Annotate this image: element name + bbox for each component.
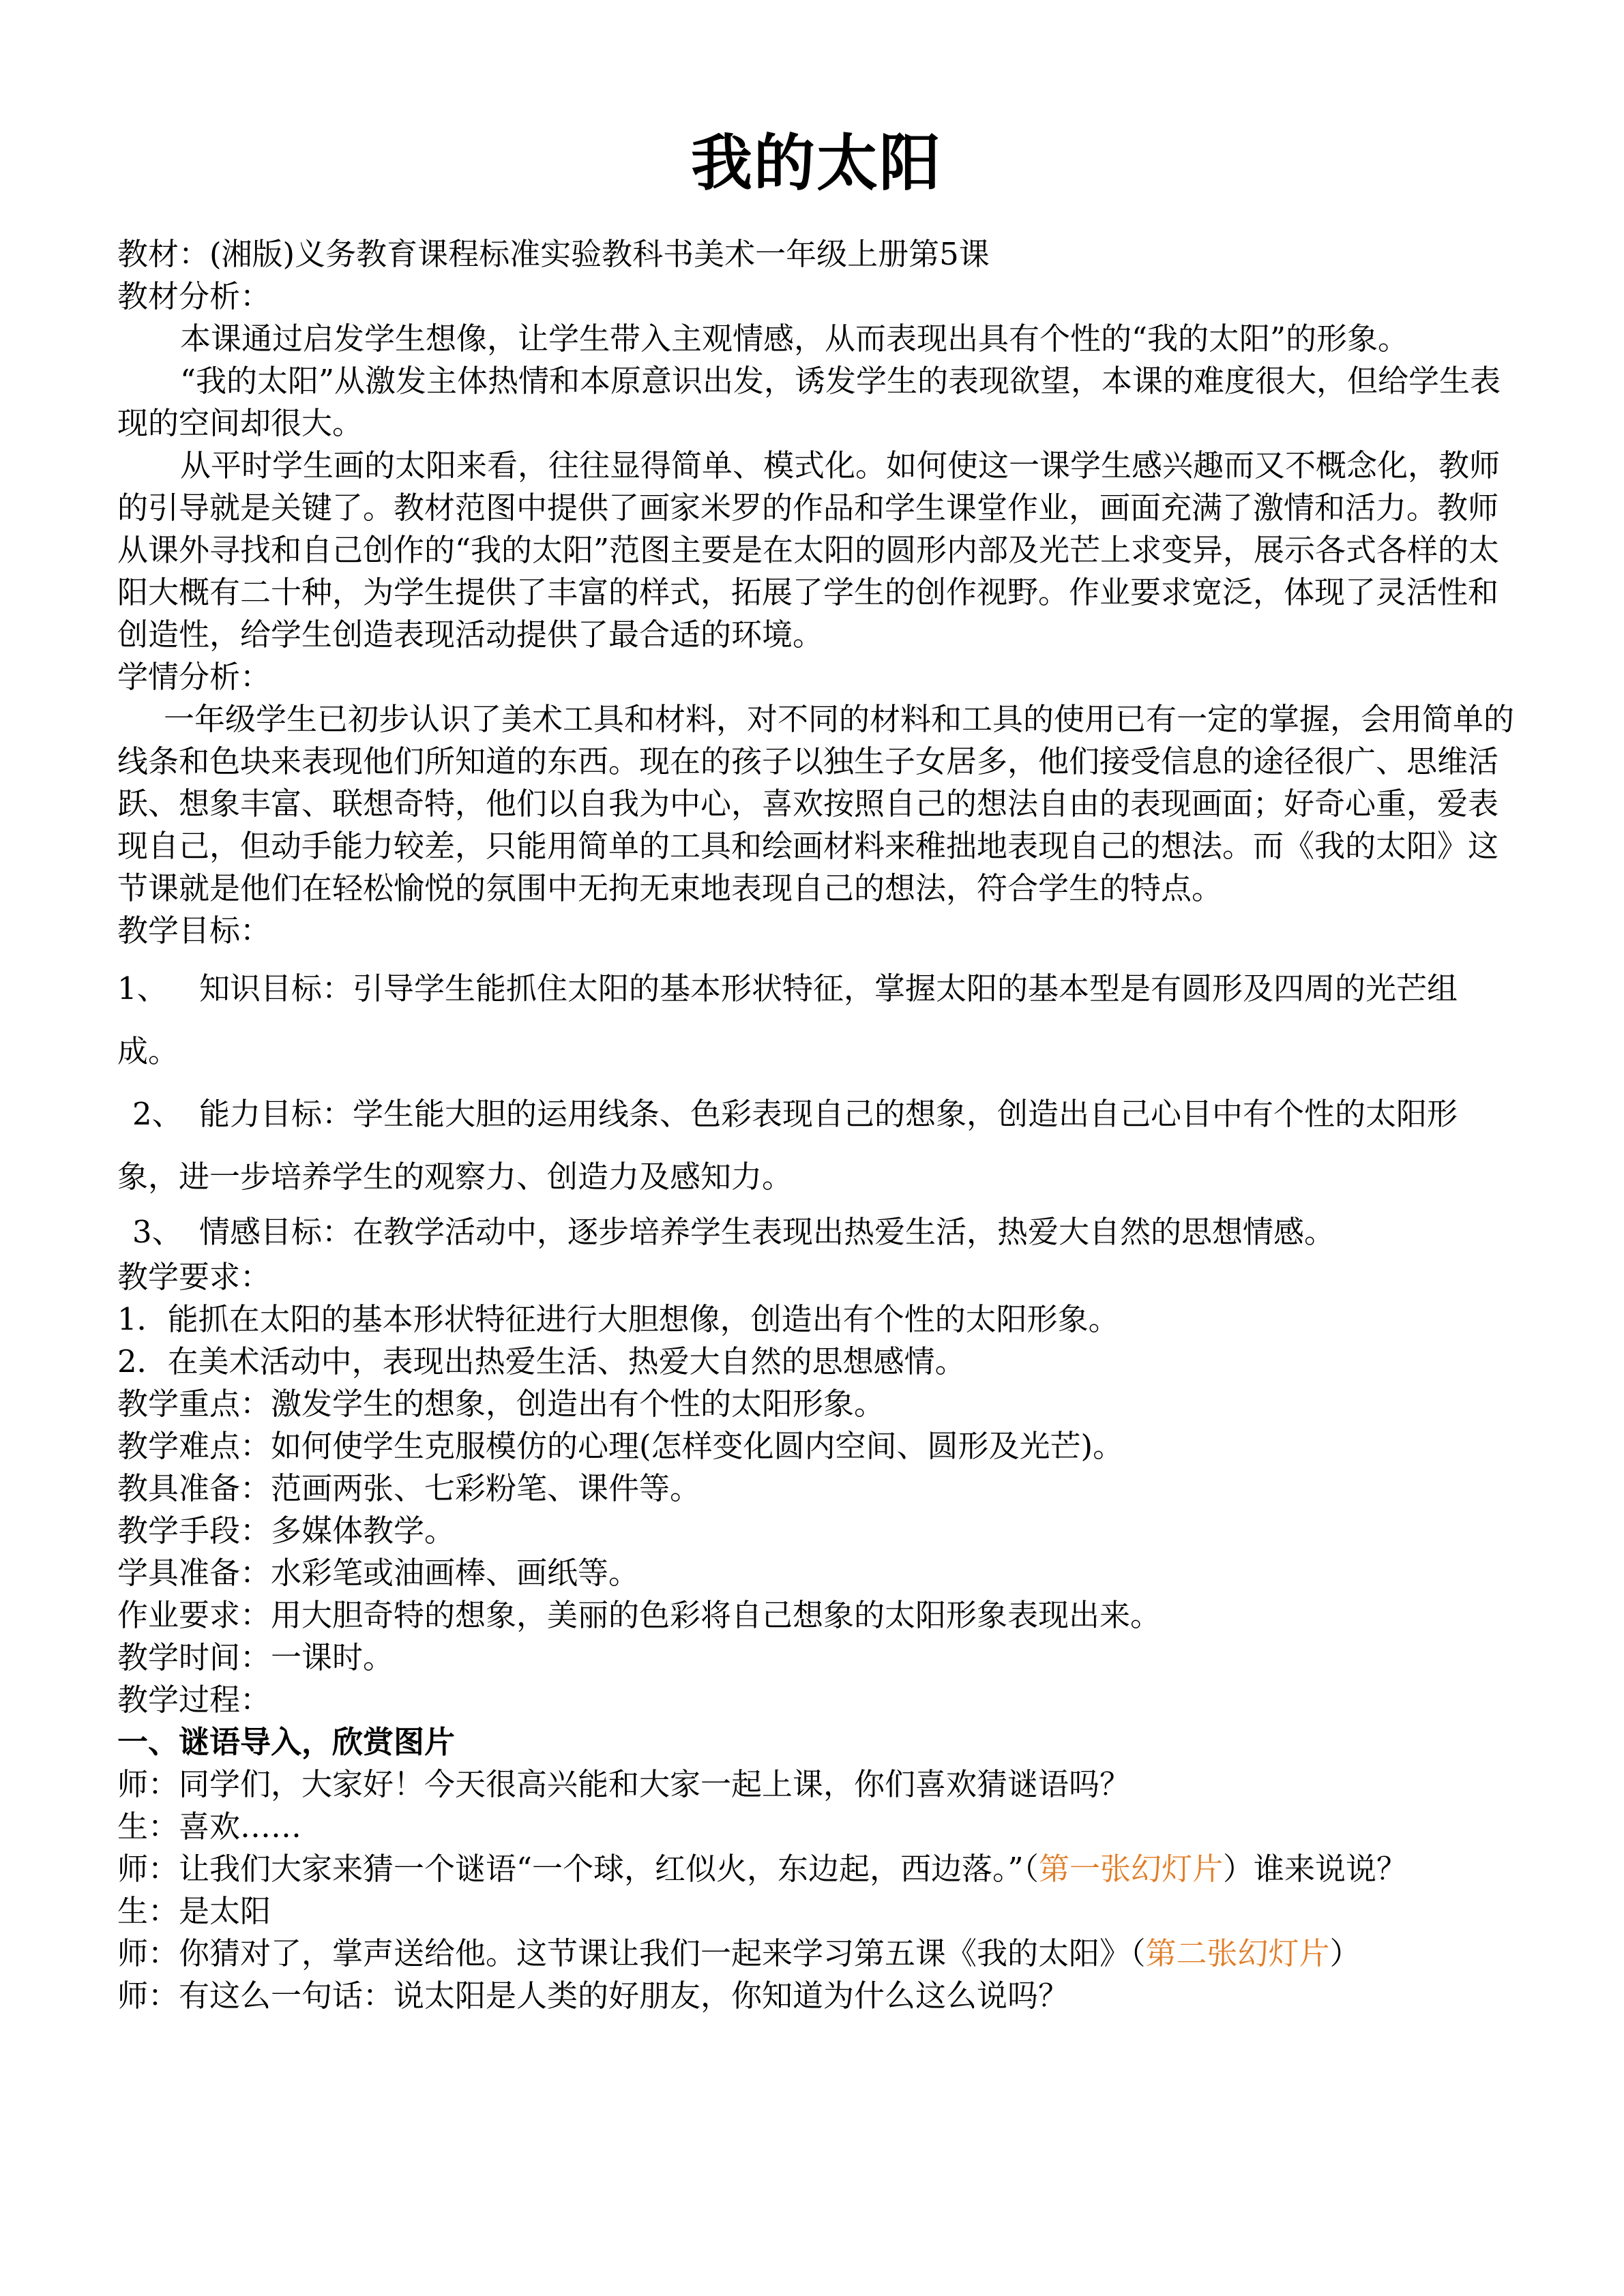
goal-1-text: 知识目标：引导学生能抓住太阳的基本形状特征，掌握太阳的基本型是有圆形及四周的光芒组成。 xyxy=(117,970,1458,1069)
dialogue-line: 生：喜欢…… xyxy=(117,1808,302,1845)
requirements-heading: 教学要求： xyxy=(117,1259,271,1295)
document-page xyxy=(117,116,1516,2017)
goal-2-text: 能力目标：学生能大胆的运用线条、色彩表现自己的想象，创造出自己心目中有个性的太阳形象，进一步培养学生的观察力、创造力及感知力。 xyxy=(117,1096,1458,1195)
dialogue-line xyxy=(117,1848,1516,1890)
goals-heading: 教学目标： xyxy=(117,912,271,949)
goal-3 xyxy=(117,1208,1516,1256)
dialogue-text: ）谁来说说？ xyxy=(1223,1851,1408,1887)
teaching-time: 教学时间：一课时。 xyxy=(117,1639,394,1675)
section-1-heading: 一、谜语导入，欣赏图片 xyxy=(117,1724,456,1760)
dialogue-line xyxy=(117,1933,1516,1975)
analysis-paragraph-3: 从平时学生画的太阳来看，往往显得简单、模式化。如何使这一课学生感兴趣而又不概念化，教师的引导就是关键了。教材范图中提供了画家米罗的作品和学生课堂作业，画面充满了激情和活力。教师从课外寻找和自己创作的“我的太阳”范图主要是在太阳的圆形内部及光芒上求变异，展示各式各样的太阳大概有二十种，为学生提供了丰富的样式，拓展了学生的创作视野。作业要求宽泛，体现了灵活性和创造性，给学生创造表现活动提供了最合适的环境。 xyxy=(117,447,1501,653)
material-line: 教材：(湘版)义务教育课程标准实验教科书美术一年级上册第5课 xyxy=(117,236,990,272)
goal-3-text: 情感目标：在教学活动中，逐步培养学生表现出热爱生活，热爱大自然的思想情感。 xyxy=(199,1214,1335,1250)
dialogue-line: 生：是太阳 xyxy=(117,1893,271,1929)
dialogue-line: 师：同学们，大家好！今天很高兴能和大家一起上课，你们喜欢猜谜语吗？ xyxy=(117,1766,1131,1802)
teaching-method: 教学手段：多媒体教学。 xyxy=(117,1512,456,1549)
student-analysis-heading: 学情分析： xyxy=(117,659,271,695)
key-point: 教学重点：激发学生的想象，创造出有个性的太阳形象。 xyxy=(117,1386,885,1422)
analysis-paragraph-2: “我的太阳”从激发主体热情和本原意识出发，诱发学生的表现欲望，本课的难度很大，但给学生表现的空间却很大。 xyxy=(117,363,1501,441)
goal-1 xyxy=(117,957,1516,1083)
goal-2 xyxy=(117,1083,1516,1208)
page-title: 我的太阳 xyxy=(691,128,942,199)
difficulty: 教学难点：如何使学生克服模仿的心理(怎样变化圆内空间、圆形及光芒)。 xyxy=(117,1428,1124,1464)
analysis-paragraph-1: 本课通过启发学生想像，让学生带入主观情感，从而表现出具有个性的“我的太阳”的形象。 xyxy=(180,320,1409,357)
dialogue-text: ） xyxy=(1329,1935,1361,1971)
teacher-tools: 教具准备：范画两张、七彩粉笔、课件等。 xyxy=(117,1470,701,1506)
student-analysis-paragraph: 一年级学生已初步认识了美术工具和材料，对不同的材料和工具的使用已有一定的掌握，会用简单的线条和色块来表现他们所知道的东西。现在的孩子以独生子女居多，他们接受信息的途径很广、思维活跃、想象丰富、联想奇特，他们以自我为中心，喜欢按照自己的想法自由的表现画面；好奇心重，爱表现自己，但动手能力较差，只能用简单的工具和绘画材料来稚拙地表现自己的想法。而《我的太阳》这节课就是他们在轻松愉悦的氛围中无拘无束地表现自己的想法，符合学生的特点。 xyxy=(117,701,1515,906)
goal-3-number: 3、 xyxy=(132,1214,183,1250)
dialogue-line: 师：有这么一句话：说太阳是人类的好朋友，你知道为什么这么说吗？ xyxy=(117,1978,1069,2014)
slide-reference: 第一张幻灯片 xyxy=(1039,1851,1224,1887)
requirement-1: 1．能抓在太阳的基本形状特征进行大胆想像，创造出有个性的太阳形象。 xyxy=(117,1301,1119,1337)
dialogue-text: 师：让我们大家来猜一个谜语“一个球，红似火，东边起，西边落。”（ xyxy=(117,1851,1039,1887)
process-heading: 教学过程： xyxy=(117,1682,271,1718)
goal-1-number: 1、 xyxy=(117,970,168,1007)
slide-reference: 第二张幻灯片 xyxy=(1145,1935,1330,1971)
goal-2-number: 2、 xyxy=(132,1096,183,1132)
requirement-2: 2．在美术活动中，表现出热爱生活、热爱大自然的思想感情。 xyxy=(117,1343,966,1380)
dialogue-text: 师：你猜对了，掌声送给他。这节课让我们一起来学习第五课《我的太阳》（ xyxy=(117,1935,1146,1971)
student-tools: 学具准备：水彩笔或油画棒、画纸等。 xyxy=(117,1555,640,1591)
analysis-heading: 教材分析： xyxy=(117,278,271,314)
homework: 作业要求：用大胆奇特的想象，美丽的色彩将自己想象的太阳形象表现出来。 xyxy=(117,1597,1162,1633)
